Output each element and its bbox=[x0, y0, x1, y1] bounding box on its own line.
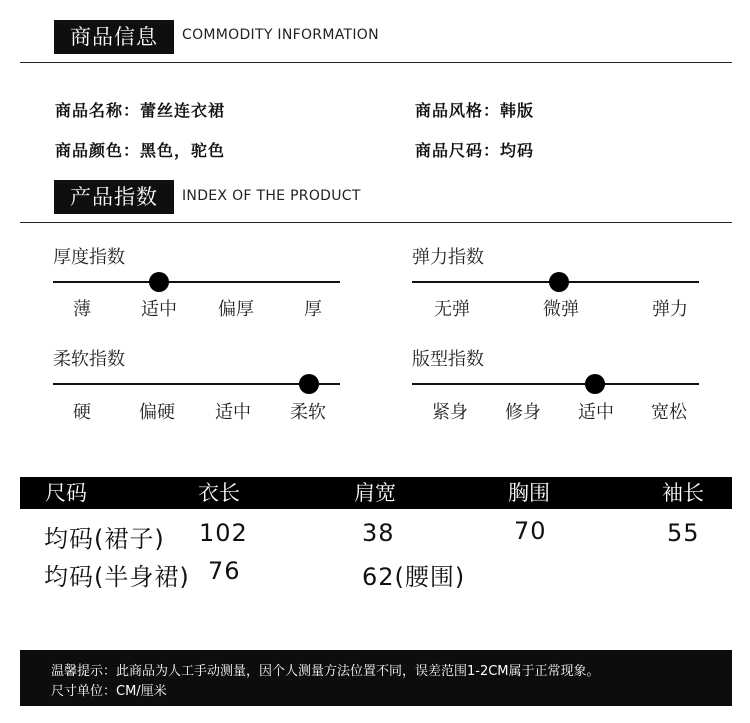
footer-tip: 温馨提示：此商品为人工手动测量，因个人测量方法位置不同，误差范围1-2CM属于正常现象。 bbox=[51, 664, 600, 679]
row1-length: 102 bbox=[199, 519, 248, 547]
elasticity-label-elastic: 弹力 bbox=[652, 299, 688, 320]
softness-index-track bbox=[53, 383, 340, 385]
header-sleeve: 袖长 bbox=[662, 481, 704, 505]
thickness-index-track bbox=[53, 281, 340, 283]
row1-bust: 70 bbox=[514, 517, 547, 545]
header-size: 尺码 bbox=[45, 481, 87, 505]
softness-index-marker bbox=[299, 374, 319, 394]
header-bust: 胸围 bbox=[508, 481, 550, 505]
row2-shoulder: 62(腰围) bbox=[362, 563, 466, 591]
row1-sleeve: 55 bbox=[667, 519, 700, 547]
index-header-english: INDEX OF THE PRODUCT bbox=[182, 188, 361, 204]
header-shoulder: 肩宽 bbox=[354, 481, 396, 505]
softness-index-title: 柔软指数 bbox=[53, 349, 125, 370]
softness-label-soft: 柔软 bbox=[290, 402, 326, 423]
softness-label-hardish: 偏硬 bbox=[139, 402, 175, 423]
thickness-label-thin: 薄 bbox=[73, 299, 91, 320]
fit-label-slim: 修身 bbox=[505, 402, 541, 423]
row1-shoulder: 38 bbox=[362, 519, 395, 547]
thickness-label-thickish: 偏厚 bbox=[218, 299, 254, 320]
footer-unit: 尺寸单位：CM/厘米 bbox=[51, 684, 167, 699]
elasticity-index-title: 弹力指数 bbox=[412, 247, 484, 268]
index-divider bbox=[20, 222, 732, 223]
softness-label-medium: 适中 bbox=[215, 402, 251, 423]
fit-index-track bbox=[412, 383, 699, 385]
elasticity-index-marker bbox=[549, 272, 569, 292]
thickness-index-marker bbox=[149, 272, 169, 292]
product-size: 商品尺码：均码 bbox=[415, 141, 535, 160]
row2-size: 均码(半身裙) bbox=[44, 563, 190, 591]
fit-label-medium: 适中 bbox=[578, 402, 614, 423]
elasticity-label-slight: 微弹 bbox=[543, 299, 579, 320]
header-length: 衣长 bbox=[198, 481, 240, 505]
fit-index-title: 版型指数 bbox=[412, 349, 484, 370]
row1-size: 均码(裙子) bbox=[44, 525, 165, 553]
fit-label-loose: 宽松 bbox=[651, 402, 687, 423]
commodity-header-english: COMMODITY INFORMATION bbox=[182, 27, 379, 43]
product-style: 商品风格：韩版 bbox=[415, 101, 535, 120]
fit-label-tight: 紧身 bbox=[432, 402, 468, 423]
thickness-index-title: 厚度指数 bbox=[53, 247, 125, 268]
elasticity-label-none: 无弹 bbox=[434, 299, 470, 320]
thickness-label-medium: 适中 bbox=[141, 299, 177, 320]
commodity-divider bbox=[20, 62, 732, 63]
row2-length: 76 bbox=[208, 557, 241, 585]
commodity-header-badge: 商品信息 bbox=[54, 20, 174, 54]
product-name: 商品名称：蕾丝连衣裙 bbox=[55, 101, 226, 120]
fit-index-marker bbox=[585, 374, 605, 394]
thickness-label-thick: 厚 bbox=[304, 299, 322, 320]
index-header-badge: 产品指数 bbox=[54, 180, 174, 214]
softness-label-hard: 硬 bbox=[73, 402, 91, 423]
size-table-header bbox=[20, 477, 732, 509]
footer-notice bbox=[20, 650, 732, 706]
product-color: 商品颜色：黑色，驼色 bbox=[55, 141, 226, 160]
